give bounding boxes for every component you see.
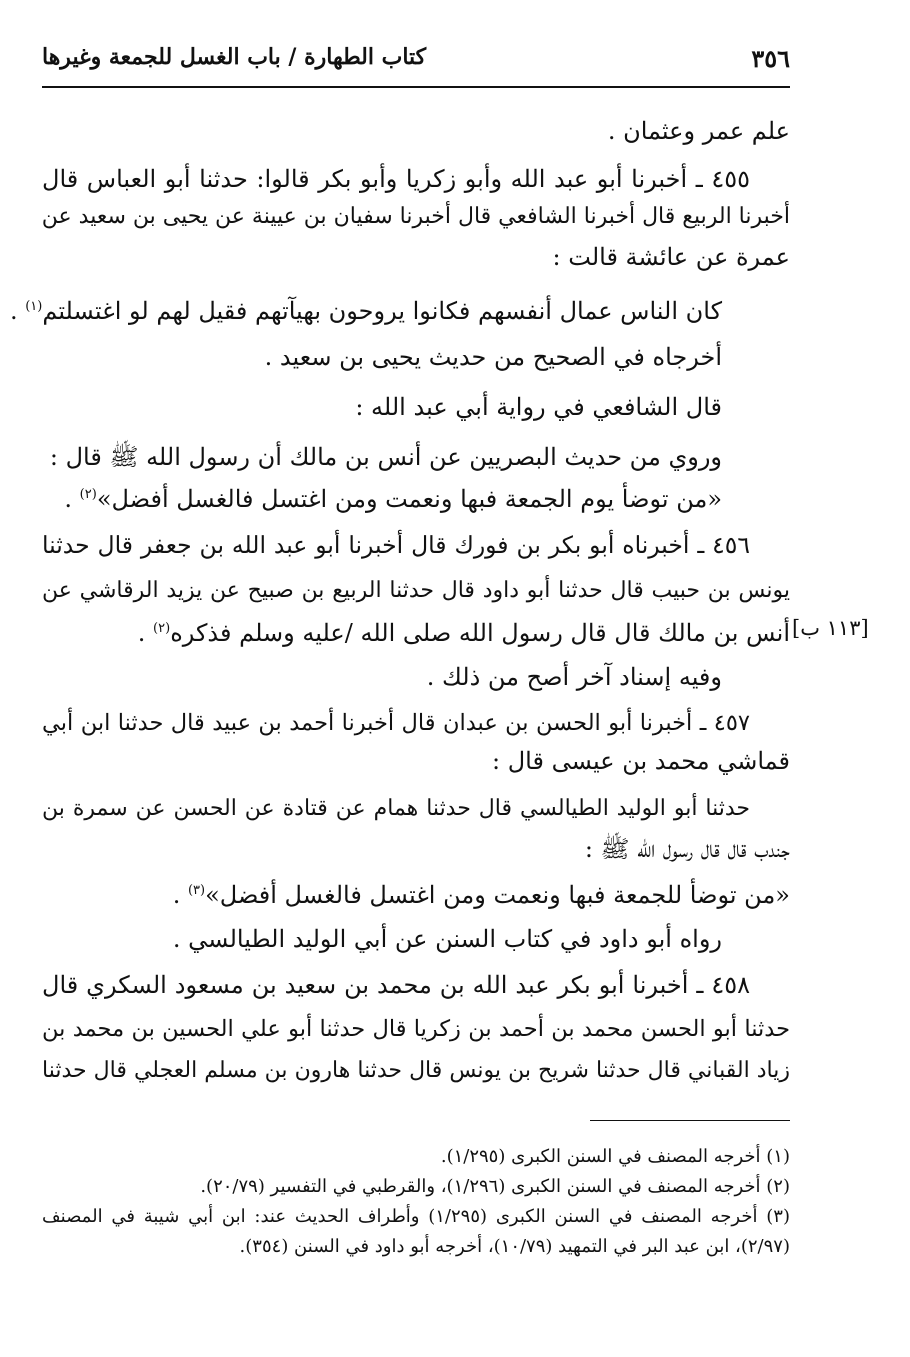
quote-line-1: «من توضأ يوم الجمعة فبها ونعمت ومن اغتسل فالغسل أفضل»$^{(٢)}$ . [64,485,722,513]
text-line-6: أخرجاه في الصحيح من حديث يحيى بن سعيد . [264,343,722,371]
hadith-457-line-3: حدثنا أبو الوليد الطيالسي قال حدثنا همام عن قتادة عن الحسن عن سمرة بن [42,796,750,821]
hadith-456-line-3: أنس بن مالك قال قال رسول الله صلى الله /عليه وسلم فذكره$^{(٢)}$ . [137,619,790,647]
quote-line-2: «من توضأ للجمعة فبها ونعمت ومن اغتسل فالغسل أفضل»$^{(٣)}$ . [172,881,790,909]
footnote-mark-4: (٣) [187,883,206,898]
running-header [42,40,790,88]
footnote-mark-1: (١) [25,299,43,314]
text-line-19: رواه أبو داود في كتاب السنن عن أبي الوليد الطيالسي . [172,925,722,953]
text-line-1: علم عمر وعثمان . [607,117,790,145]
running-title: كتاب الطهارة / باب الغسل للجمعة وغيرها [42,44,427,70]
footnote-1: (١) أخرجه المصنف في السنن الكبرى (١/٢٩٥). [440,1146,790,1167]
hadith-458-line-1: ٤٥٨ ـ أخبرنا أبو بكر عبد الله بن محمد بن سعيد بن مسعود السكري قال [42,971,750,999]
footnote-mark-3: (٢) [153,621,171,636]
footnote-3-line-2: (٢/٩٧)، ابن عبد البر في التمهيد (١٠/٧٩)، أخرجه أبو داود في السنن (٣٥٤). [239,1236,790,1257]
manuscript-folio-ref: [١١٣ ب] [792,616,869,640]
hadith-458-line-3: زياد القباني قال حدثنا شريح بن يونس قال حدثنا هارون بن مسلم العجلي قال حدثنا [42,1058,790,1083]
footnote-mark-2: (٢) [79,487,97,502]
footnote-2: (٢) أخرجه المصنف في السنن الكبرى (١/٢٩٦)، والقرطبي في التفسير (٢٠/٧٩). [200,1176,790,1197]
hadith-455-line-1: ٤٥٥ ـ أخبرنا أبو عبد الله وأبو زكريا وأبو بكر قالوا: حدثنا أبو العباس قال [42,165,750,193]
hadith-455-matn: كان الناس عمال أنفسهم فكانوا يروحون بهيآتهم فقيل لهم لو اغتسلتم$^{(١)}$ . [9,297,722,325]
hadith-456-line-1: ٤٥٦ ـ أخبرناه أبو بكر بن فورك قال أخبرنا أبو عبد الله بن جعفر قال حدثنا [42,531,750,559]
hadith-457-line-4: جندب قال قال رسول الله ﷺ : [584,835,790,863]
hadith-456-line-2: يونس بن حبيب قال حدثنا أبو داود قال حدثنا الربيع بن صبيح عن يزيد الرقاشي عن [42,578,790,603]
text-line-7: قال الشافعي في رواية أبي عبد الله : [355,393,722,421]
text-line-13: وفيه إسناد آخر أصح من ذلك . [426,663,722,691]
page-number: ٣٥٦ [751,44,790,73]
footnote-separator [590,1120,790,1121]
hadith-457-line-1: ٤٥٧ ـ أخبرنا أبو الحسن بن عبدان قال أخبرنا أحمد بن عبيد قال حدثنا ابن أبي [42,710,750,736]
hadith-457-line-2: قماشي محمد بن عيسى قال : [492,747,790,775]
footnote-3-line-1: (٣) أخرجه المصنف في السنن الكبرى (١/٢٩٥) وأطراف الحديث عند: ابن أبي شيبة في المصنف [42,1206,790,1227]
hadith-455-line-3: عمرة عن عائشة قالت : [552,243,790,271]
hadith-455-line-2: أخبرنا الربيع قال أخبرنا الشافعي قال أخبرنا سفيان بن عيينة عن يحيى بن سعيد عن [41,204,790,229]
hadith-458-line-2: حدثنا أبو الحسن محمد بن أحمد بن زكريا قال حدثنا أبو علي الحسين بن محمد بن [42,1016,790,1042]
text-line-8: وروي من حديث البصريين عن أنس بن مالك أن رسول الله ﷺ قال : [49,443,722,471]
